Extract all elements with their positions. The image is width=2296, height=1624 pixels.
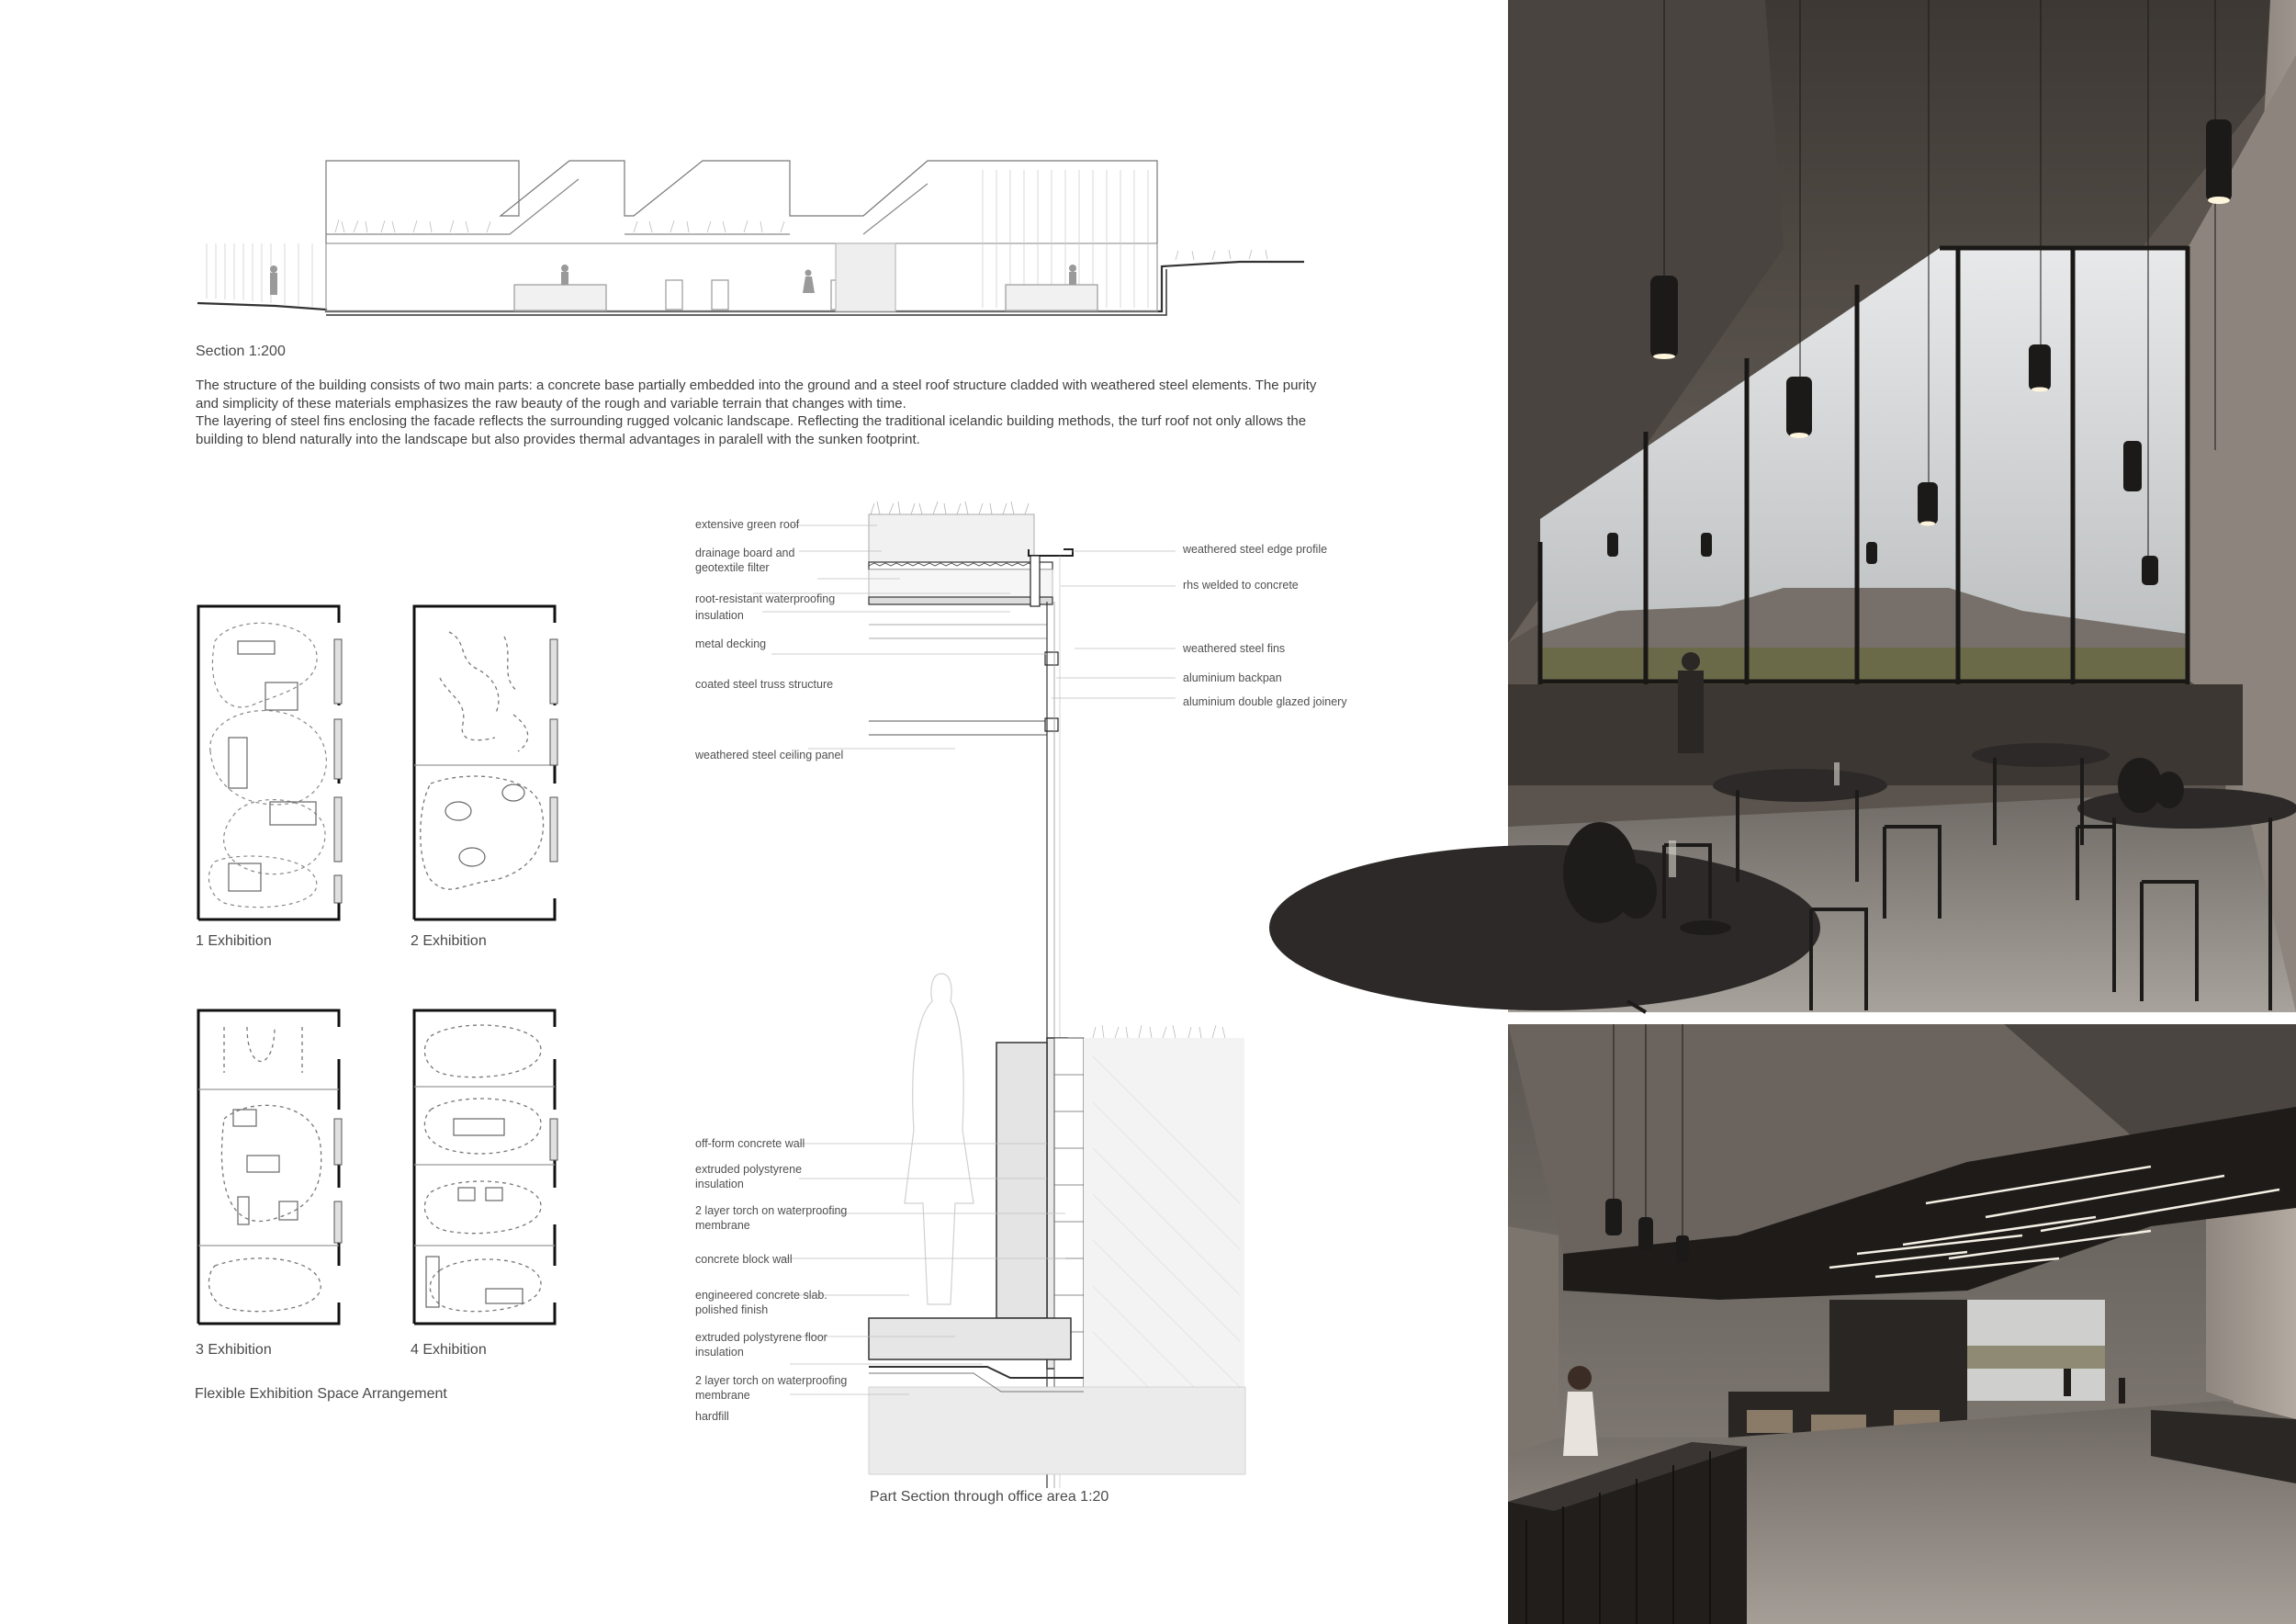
label-metal-decking: metal decking [695, 637, 767, 650]
label-extruded-polystyrene: extruded polystyrene [695, 1163, 803, 1176]
exhibition-plan-3 [197, 1009, 343, 1325]
label-insulation-wall: insulation [695, 1178, 744, 1190]
label-root-resistant-waterproofing: root-resistant waterproofing [695, 592, 836, 605]
label-insulation-roof: insulation [695, 609, 744, 622]
label-membrane-floor: membrane [695, 1389, 750, 1402]
label-geotextile-filter: geotextile filter [695, 561, 770, 574]
exhibition-plan-2-label: 2 Exhibition [411, 933, 487, 949]
lobby-render [1508, 1024, 2296, 1624]
label-membrane-wall: membrane [695, 1219, 750, 1232]
part-section-caption: Part Section through office area 1:20 [870, 1489, 1109, 1505]
label-engineered-concrete-slab: engineered concrete slab. [695, 1289, 827, 1302]
section-title: Section 1:200 [196, 344, 286, 359]
label-aluminium-double-glazed-joinery: aluminium double glazed joinery [1183, 695, 1347, 708]
section-description-2: The layering of steel fins enclosing the facade reflects the surrounding rugged volcanic landscape. Reflecting the traditional icelandic building methods, the turf roof not only allows the building to blend naturally into the landscape but also provides thermal advantages in paralell with the sunken footprint. [196, 413, 1307, 447]
label-off-form-concrete-wall: off-form concrete wall [695, 1137, 805, 1150]
label-rhs-welded-to-concrete: rhs welded to concrete [1183, 579, 1299, 592]
exhibition-plan-1 [197, 604, 343, 921]
exhibition-plan-3-label: 3 Exhibition [196, 1342, 272, 1358]
label-weathered-steel-fins: weathered steel fins [1183, 642, 1286, 655]
label-aluminium-backpan: aluminium backpan [1183, 671, 1282, 684]
exhibition-caption: Flexible Exhibition Space Arrangement [195, 1386, 447, 1402]
restaurant-render [1508, 0, 2296, 1012]
label-weathered-steel-edge-profile: weathered steel edge profile [1183, 543, 1328, 556]
label-polished-finish: polished finish [695, 1303, 769, 1316]
building-section-drawing [193, 152, 1313, 317]
exhibition-plan-1-label: 1 Exhibition [196, 933, 272, 949]
section-description: The structure of the building consists of two main parts: a concrete base partially embedded into the ground and a steel roof structure cladded with weathered steel elements. The purity and simplicity of these materials emphasizes the raw beauty of the rough and variable terrain that changes with time. [196, 378, 1317, 412]
label-concrete-block-wall: concrete block wall [695, 1253, 793, 1266]
label-torch-on-waterproofing-floor: 2 layer torch on waterproofing [695, 1374, 848, 1387]
exhibition-plan-4 [412, 1009, 559, 1325]
label-insulation-floor: insulation [695, 1346, 744, 1359]
label-extensive-green-roof: extensive green roof [695, 518, 800, 531]
label-steel-truss: coated steel truss structure [695, 678, 834, 691]
exhibition-plan-4-label: 4 Exhibition [411, 1342, 487, 1358]
exhibition-plan-2 [412, 604, 559, 921]
label-extruded-polystyrene-floor: extruded polystyrene floor [695, 1331, 827, 1344]
label-torch-on-waterproofing-wall: 2 layer torch on waterproofing [695, 1204, 848, 1217]
label-steel-ceiling-panel: weathered steel ceiling panel [695, 749, 844, 761]
label-hardfill: hardfill [695, 1410, 729, 1423]
label-drainage-board: drainage board and [695, 547, 795, 559]
